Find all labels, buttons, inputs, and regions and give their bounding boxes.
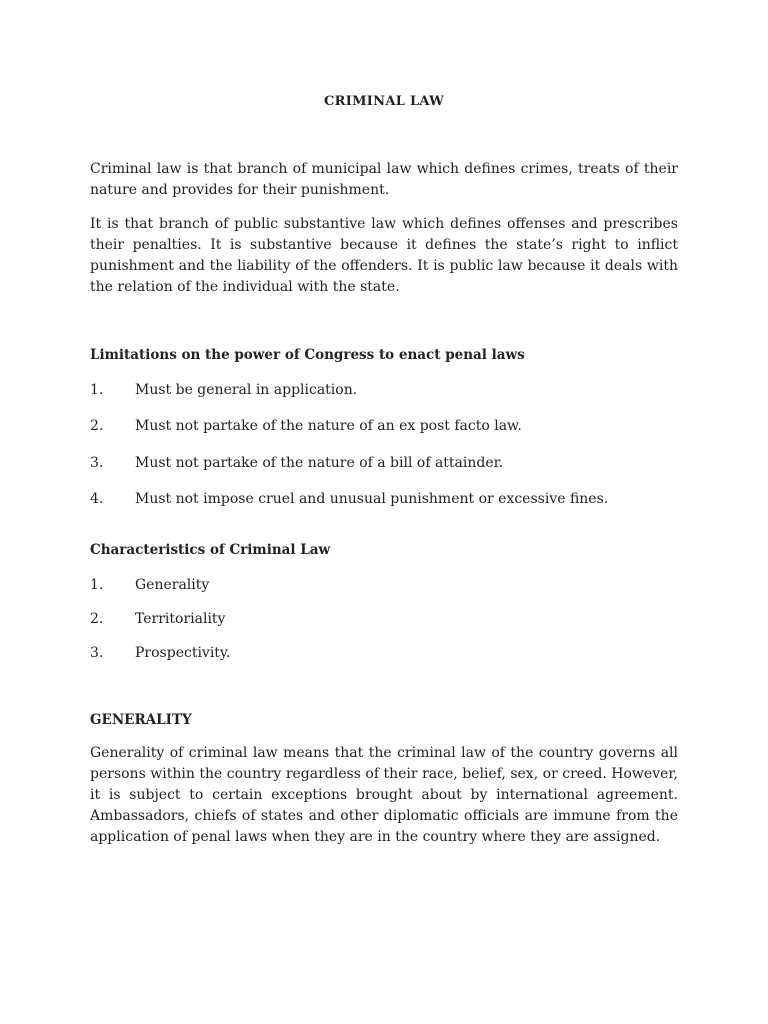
list-item-number: 4.: [90, 491, 104, 507]
list-item-text: Must not partake of the nature of a bill of attainder.: [135, 455, 504, 471]
limitations-list-item: [90, 380, 678, 400]
limitations-list-item: [90, 453, 678, 473]
limitations-list-item: [90, 489, 678, 509]
limitations-list-item: [90, 416, 678, 436]
list-item-number: 1.: [90, 382, 104, 398]
list-item-number: 3.: [90, 645, 104, 661]
limitations-heading: Limitations on the power of Congress to enact penal laws: [90, 347, 525, 363]
list-item-number: 3.: [90, 455, 104, 471]
list-item-text: Territoriality: [135, 611, 226, 627]
list-item-text: Must be general in application.: [135, 382, 358, 398]
list-item-text: Generality: [135, 577, 210, 593]
list-item-number: 2.: [90, 611, 104, 627]
list-item-number: 2.: [90, 418, 104, 434]
list-item-number: 1.: [90, 577, 104, 593]
generality-paragraph: Generality of criminal law means that the criminal law of the country governs all persons within the country regardless of their race, belief, sex, or creed. However, it is subject to certain exceptions brought about by international agreement. Ambassadors, chiefs of states and other diplomatic officials are immune from the application of penal laws when they are in the country where they are assigned.: [90, 745, 678, 845]
intro-paragraph-1: Criminal law is that branch of municipal law which defines crimes, treats of their nature and provides for their punishment.: [90, 161, 678, 198]
list-item-text: Must not partake of the nature of an ex post facto law.: [135, 418, 522, 434]
characteristics-heading: Characteristics of Criminal Law: [90, 542, 331, 558]
characteristics-list-item: [90, 643, 678, 663]
generality-heading: GENERALITY: [90, 712, 192, 728]
characteristics-list-item: [90, 575, 678, 595]
characteristics-list-item: [90, 609, 678, 629]
intro-paragraph-2: It is that branch of public substantive law which defines offenses and prescribes their penalties. It is substantive because it defines the state’s right to inflict punishment and the liability of the offenders. It is public law because it deals with the relation of the individual with the state.: [90, 216, 678, 295]
list-item-text: Prospectivity.: [135, 645, 231, 661]
list-item-text: Must not impose cruel and unusual punishment or excessive fines.: [135, 491, 609, 507]
document-title: CRIMINAL LAW: [323, 94, 445, 109]
